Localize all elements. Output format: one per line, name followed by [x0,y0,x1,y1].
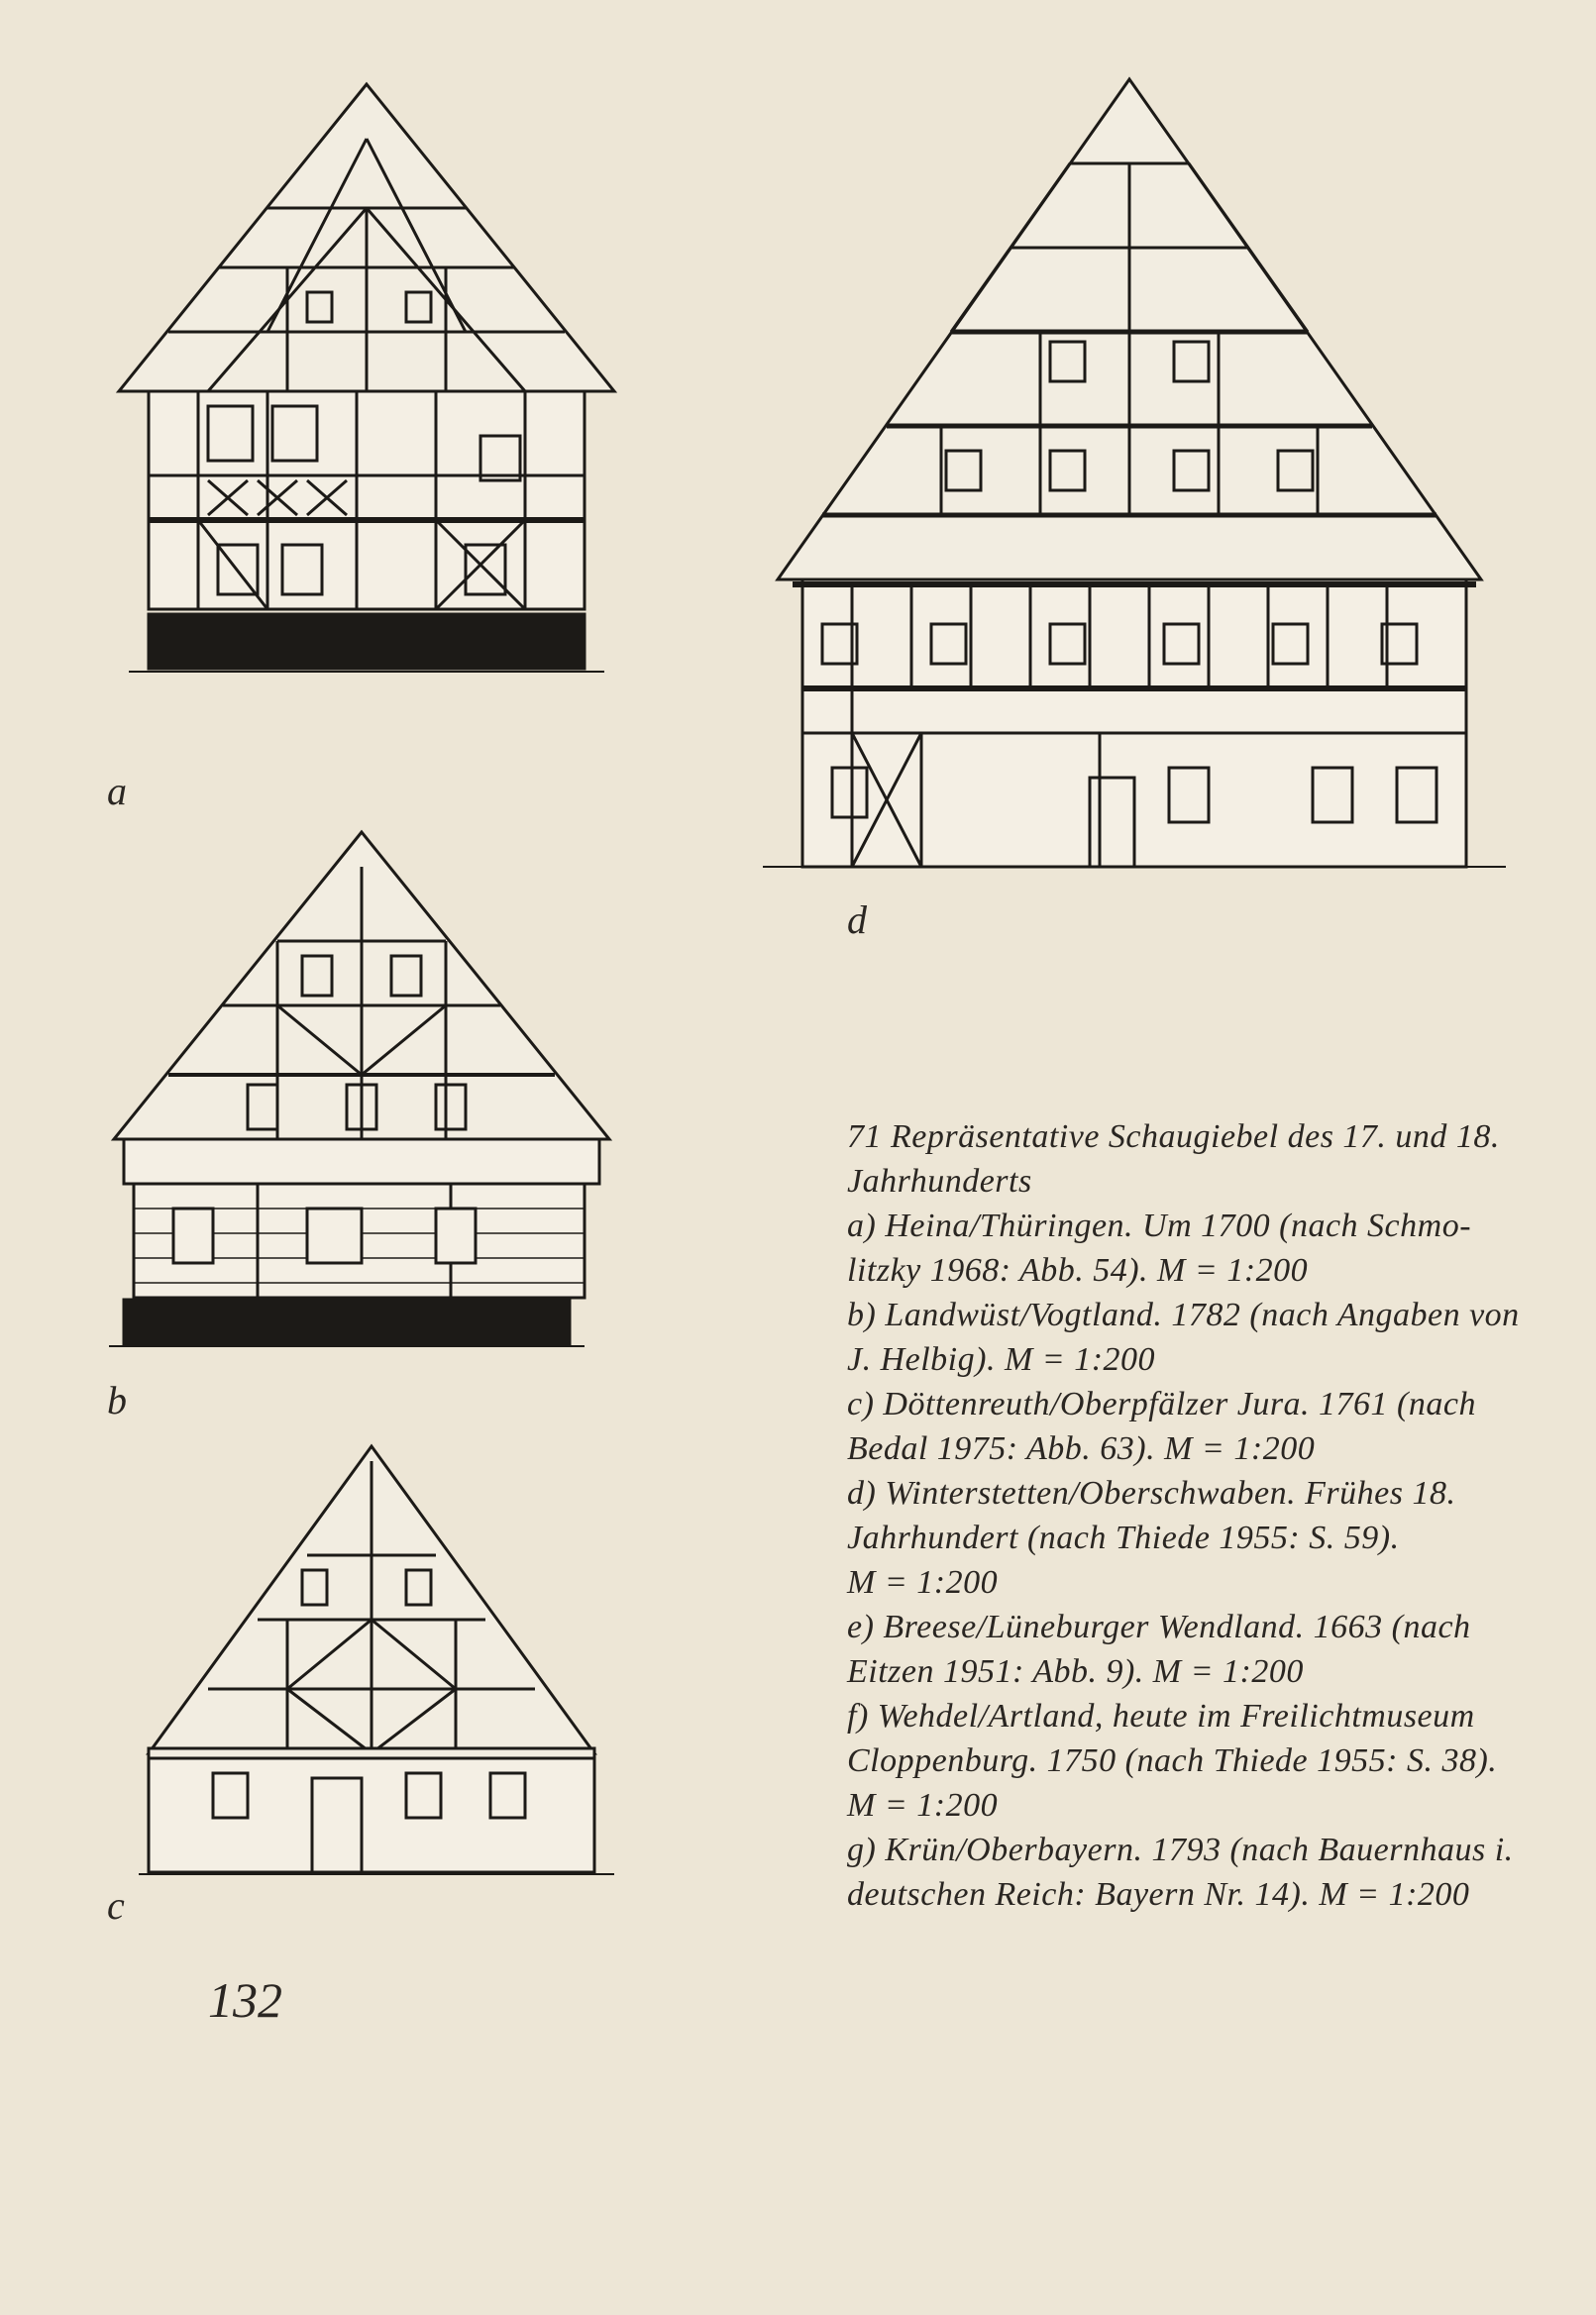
gable-c-svg [139,1441,614,1882]
figure-c-label: c [107,1883,125,1928]
figure-a-gable-drawing [109,79,624,763]
figure-d-label: d [847,897,867,942]
caption-line: d) Winterstetten/Oberschwaben. Frühes 18. [847,1475,1456,1512]
caption-line: c) Döttenreuth/Oberpfälzer Jura. 1761 (nach [847,1386,1476,1422]
figure-a-label: a [107,769,127,813]
caption-line: litzky 1968: Abb. 54). M = 1:200 [847,1252,1309,1289]
caption-line: 71 Repräsentative Schaugiebel des 17. und 18. [847,1118,1500,1155]
caption-line: Cloppenburg. 1750 (nach Thiede 1955: S. 38). [847,1742,1498,1779]
caption-line: f) Wehdel/Artland, heute im Freilichtmuseum [847,1698,1475,1735]
caption-line: b) Landwüst/Vogtland. 1782 (nach Angaben von [847,1297,1520,1333]
caption-line: Eitzen 1951: Abb. 9). M = 1:200 [847,1653,1304,1690]
figure-d-gable-drawing [763,74,1506,887]
figure-caption [847,1114,1541,1917]
caption-line: Jahrhundert (nach Thiede 1955: S. 59). [847,1520,1400,1556]
caption-line: M = 1:200 [847,1564,999,1601]
gable-a-svg [109,79,624,763]
caption-line: Jahrhunderts [847,1163,1032,1200]
gable-b-svg [109,827,614,1362]
figure-c-gable-drawing [139,1441,614,1882]
figure-b-label: b [107,1378,127,1422]
caption-line: M = 1:200 [847,1787,999,1824]
page-number: 132 [208,1972,282,2028]
caption-line: deutschen Reich: Bayern Nr. 14). M = 1:200 [847,1876,1470,1913]
figure-b-gable-drawing [109,827,614,1362]
caption-line: a) Heina/Thüringen. Um 1700 (nach Schmo- [847,1208,1472,1244]
caption-line: Bedal 1975: Abb. 63). M = 1:200 [847,1430,1316,1467]
gable-d-svg [763,74,1506,887]
caption-line: g) Krün/Oberbayern. 1793 (nach Bauernhaus i. [847,1832,1514,1868]
caption-line: e) Breese/Lüneburger Wendland. 1663 (nach [847,1609,1471,1645]
caption-line: J. Helbig). M = 1:200 [847,1341,1156,1378]
